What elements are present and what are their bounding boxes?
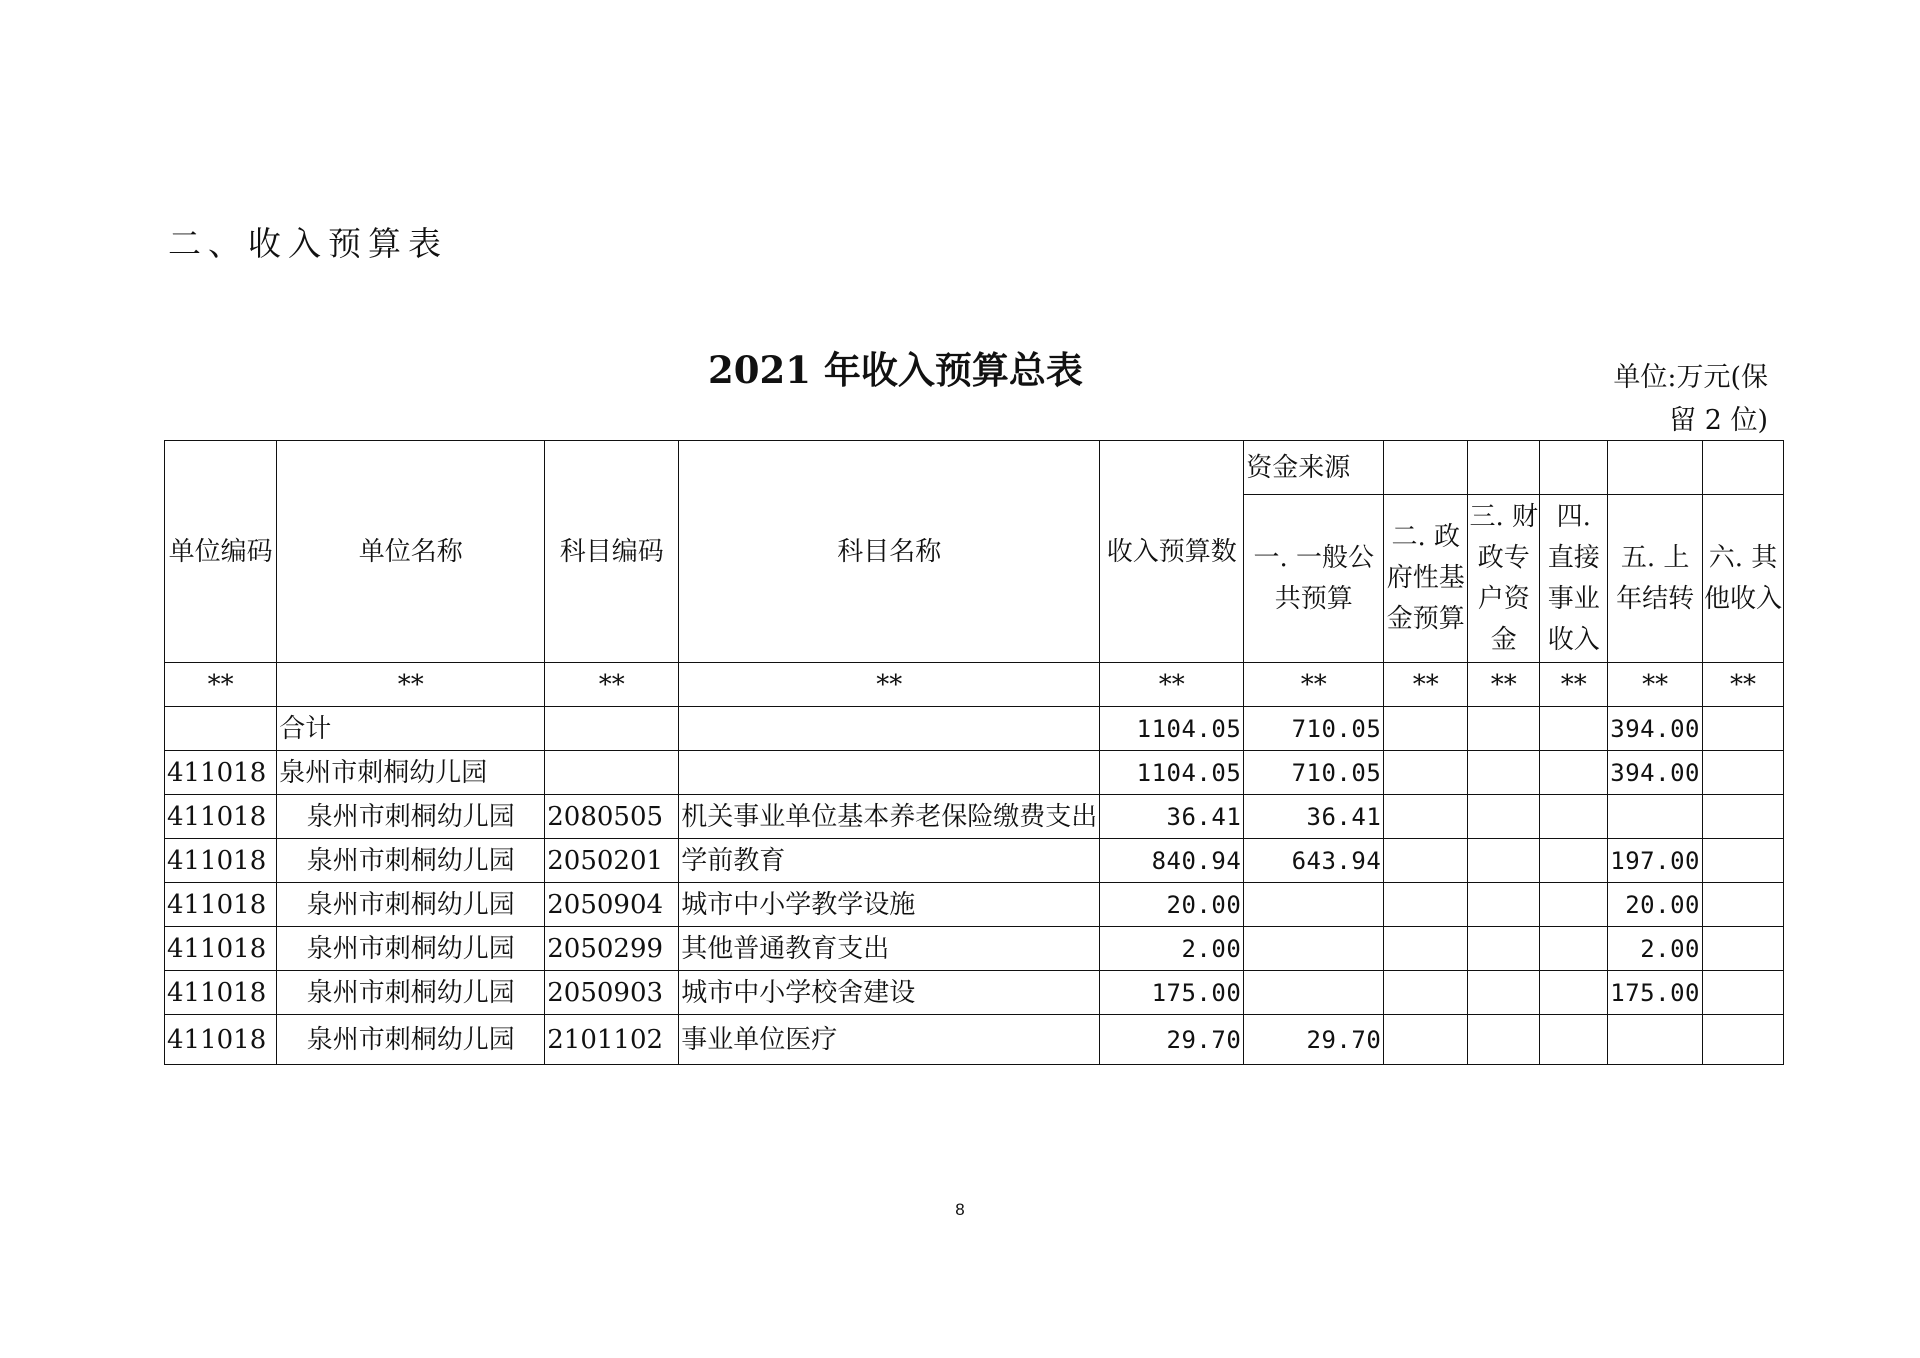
marker-cell: ** [1244,663,1384,707]
subject-name-cell: 城市中小学校舍建设 [679,971,1100,1015]
special-account-cell [1468,927,1540,971]
other-income-cell [1702,927,1783,971]
income-total-cell: 2.00 [1100,927,1244,971]
unit-note [1598,356,1768,442]
marker-cell: ** [165,663,277,707]
table-body [165,707,1784,1065]
header-other-income: 六. 其他收入 [1702,495,1783,663]
other-income-cell [1702,883,1783,927]
subject-name-cell: 城市中小学教学设施 [679,883,1100,927]
header-general-public-budget: 一. 一般公共预算 [1244,495,1384,663]
unit-name-cell: 泉州市刺桐幼儿园 [277,839,545,883]
subject-code-cell: 2101102 [545,1015,679,1065]
subject-name-cell: 其他普通教育支出 [679,927,1100,971]
header-unit-name: 单位名称 [277,441,545,663]
direct-business-cell [1540,883,1608,927]
gov-fund-cell [1384,883,1468,927]
special-account-cell [1468,795,1540,839]
header-income-total: 收入预算数 [1100,441,1244,663]
prior-carryover-cell: 20.00 [1608,883,1703,927]
marker-cell: ** [545,663,679,707]
unit-name-cell: 泉州市刺桐幼儿园 [277,971,545,1015]
unit-code-cell: 411018 [165,751,277,795]
marker-cell: ** [1100,663,1244,707]
subject-name-cell: 学前教育 [679,839,1100,883]
unit-code-cell: 411018 [165,1015,277,1065]
direct-business-cell [1540,707,1608,751]
general-public-cell [1244,971,1384,1015]
marker-cell: ** [1468,663,1540,707]
table-row [165,751,1784,795]
subject-name-cell: 机关事业单位基本养老保险缴费支出 [679,795,1100,839]
header-special-account: 三. 财政专户资金 [1468,495,1540,663]
other-income-cell [1702,751,1783,795]
unit-code-cell: 411018 [165,839,277,883]
special-account-cell [1468,707,1540,751]
other-income-cell [1702,839,1783,883]
prior-carryover-cell [1608,1015,1703,1065]
income-total-cell: 20.00 [1100,883,1244,927]
table-row [165,707,1784,751]
direct-business-cell [1540,751,1608,795]
marker-cell: ** [1608,663,1703,707]
prior-carryover-cell: 2.00 [1608,927,1703,971]
section-heading: 二、收入预算表 [168,224,448,263]
marker-cell: ** [1540,663,1608,707]
subject-code-cell: 2050201 [545,839,679,883]
unit-code-cell: 411018 [165,927,277,971]
unit-code-cell: 411018 [165,795,277,839]
subject-name-cell: 事业单位医疗 [679,1015,1100,1065]
unit-code-cell: 411018 [165,971,277,1015]
marker-cell: ** [1384,663,1468,707]
general-public-cell: 36.41 [1244,795,1384,839]
unit-code-cell: 411018 [165,883,277,927]
other-income-cell [1702,971,1783,1015]
header-blank [1702,441,1783,495]
marker-cell: ** [277,663,545,707]
unit-code-cell [165,707,277,751]
subject-name-cell [679,707,1100,751]
gov-fund-cell [1384,927,1468,971]
gov-fund-cell [1384,795,1468,839]
header-subject-code: 科目编码 [545,441,679,663]
header-blank [1384,441,1468,495]
direct-business-cell [1540,839,1608,883]
header-blank [1608,441,1703,495]
general-public-cell: 710.05 [1244,707,1384,751]
special-account-cell [1468,839,1540,883]
subject-code-cell: 2050903 [545,971,679,1015]
prior-carryover-cell: 394.00 [1608,707,1703,751]
table-row [165,971,1784,1015]
general-public-cell [1244,927,1384,971]
unit-name-cell: 泉州市刺桐幼儿园 [277,1015,545,1065]
unit-note-line-1: 单位:万元(保 [1613,362,1768,393]
income-total-cell: 840.94 [1100,839,1244,883]
income-total-cell: 175.00 [1100,971,1244,1015]
header-fund-source: 资金来源 [1244,441,1384,495]
table-header [165,441,1784,707]
page-number: 8 [955,1200,965,1219]
table-row [165,795,1784,839]
direct-business-cell [1540,971,1608,1015]
direct-business-cell [1540,795,1608,839]
special-account-cell [1468,883,1540,927]
gov-fund-cell [1384,751,1468,795]
general-public-cell [1244,883,1384,927]
special-account-cell [1468,1015,1540,1065]
subject-code-cell: 2050904 [545,883,679,927]
prior-carryover-cell: 394.00 [1608,751,1703,795]
subject-code-cell [545,751,679,795]
prior-carryover-cell: 197.00 [1608,839,1703,883]
prior-carryover-cell: 175.00 [1608,971,1703,1015]
subject-code-cell: 2080505 [545,795,679,839]
income-total-cell: 1104.05 [1100,707,1244,751]
general-public-cell: 710.05 [1244,751,1384,795]
table-row [165,927,1784,971]
marker-row [165,663,1784,707]
table-row [165,839,1784,883]
gov-fund-cell [1384,1015,1468,1065]
general-public-cell: 643.94 [1244,839,1384,883]
marker-cell: ** [1702,663,1783,707]
special-account-cell [1468,751,1540,795]
table-row [165,1015,1784,1065]
income-total-cell: 36.41 [1100,795,1244,839]
other-income-cell [1702,707,1783,751]
table-row [165,883,1784,927]
gov-fund-cell [1384,839,1468,883]
header-unit-code: 单位编码 [165,441,277,663]
unit-name-cell: 合计 [277,707,545,751]
special-account-cell [1468,971,1540,1015]
other-income-cell [1702,795,1783,839]
table-title: 2021 年收入预算总表 [708,348,1083,392]
unit-name-cell: 泉州市刺桐幼儿园 [277,883,545,927]
direct-business-cell [1540,1015,1608,1065]
header-blank [1540,441,1608,495]
unit-name-cell: 泉州市刺桐幼儿园 [277,795,545,839]
general-public-cell: 29.70 [1244,1015,1384,1065]
subject-code-cell [545,707,679,751]
direct-business-cell [1540,927,1608,971]
gov-fund-cell [1384,971,1468,1015]
prior-carryover-cell [1608,795,1703,839]
header-gov-fund-budget: 二. 政府性基金预算 [1384,495,1468,663]
header-direct-business-income: 四. 直接事业收入 [1540,495,1608,663]
income-budget-table [164,440,1784,1065]
income-total-cell: 1104.05 [1100,751,1244,795]
header-blank [1468,441,1540,495]
unit-note-line-2: 留 2 位) [1669,405,1768,436]
subject-code-cell: 2050299 [545,927,679,971]
marker-cell: ** [679,663,1100,707]
unit-name-cell: 泉州市刺桐幼儿园 [277,751,545,795]
header-prior-carryover: 五. 上年结转 [1608,495,1703,663]
gov-fund-cell [1384,707,1468,751]
subject-name-cell [679,751,1100,795]
header-subject-name: 科目名称 [679,441,1100,663]
other-income-cell [1702,1015,1783,1065]
unit-name-cell: 泉州市刺桐幼儿园 [277,927,545,971]
income-total-cell: 29.70 [1100,1015,1244,1065]
